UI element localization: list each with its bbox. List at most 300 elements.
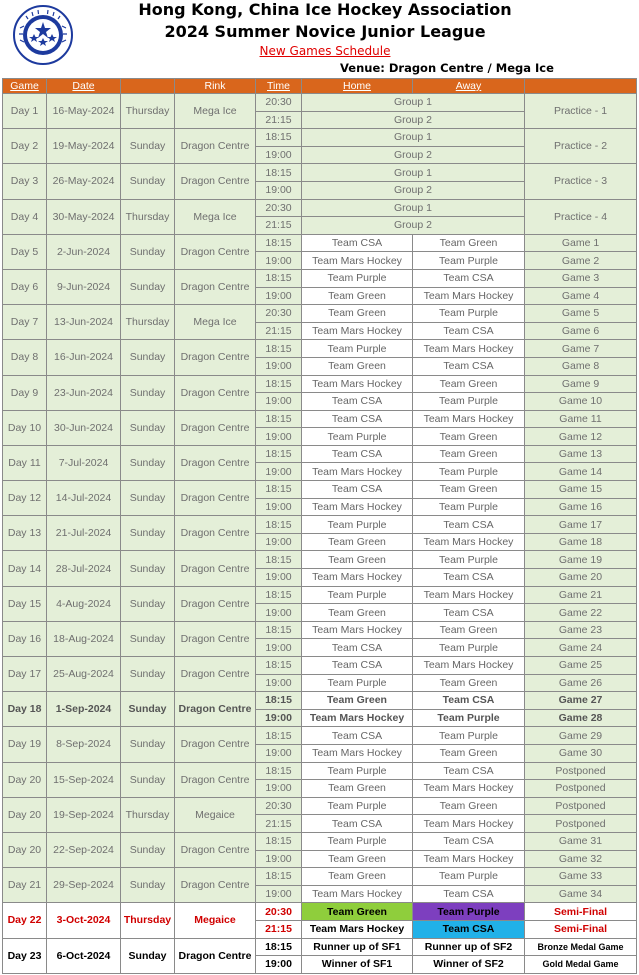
home-team-cell: Team CSA [302,445,413,463]
header-rink: Rink [175,79,256,94]
game-number-cell: Game 26 [525,674,637,692]
away-team-cell: Team Mars Hockey [413,657,525,675]
game-number-cell: Game 12 [525,428,637,446]
table-row [3,481,637,499]
weekday-cell: Thursday [121,305,175,340]
practice-cell: Practice - 4 [525,199,637,234]
time-cell: 21:15 [256,815,302,833]
game-number-cell: Game 11 [525,410,637,428]
away-team-cell: Winner of SF2 [413,956,525,974]
group-cell: Group 1 [302,94,525,112]
game-number-cell: Game 20 [525,569,637,587]
table-row [3,340,637,358]
away-team-cell: Team Green [413,621,525,639]
home-team-cell: Team Mars Hockey [302,375,413,393]
day-label: Day 19 [3,727,47,762]
game-number-cell: Game 30 [525,744,637,762]
game-number-cell: Game 1 [525,234,637,252]
day-label: Day 6 [3,269,47,304]
home-team-cell: Team Mars Hockey [302,252,413,270]
league-title: 2024 Summer Novice Junior League [164,22,486,41]
rink-cell: Dragon Centre [175,657,256,692]
game-number-cell: Game 34 [525,885,637,903]
time-cell: 20:30 [256,797,302,815]
game-number-cell: Game 7 [525,340,637,358]
time-cell: 19:00 [256,498,302,516]
practice-cell: Practice - 3 [525,164,637,199]
table-row [3,164,637,182]
game-number-cell: Game 33 [525,868,637,886]
rink-cell: Dragon Centre [175,868,256,903]
away-team-cell: Team CSA [413,269,525,287]
table-row [3,445,637,463]
away-team-cell: Team Purple [413,393,525,411]
game-number-cell: Game 3 [525,269,637,287]
away-team-cell: Team CSA [413,516,525,534]
rink-cell: Dragon Centre [175,762,256,797]
header-game: Game [3,79,47,94]
weekday-cell: Sunday [121,727,175,762]
game-number-cell: Game 13 [525,445,637,463]
rink-cell: Dragon Centre [175,481,256,516]
game-number-cell: Game 29 [525,727,637,745]
weekday-cell: Sunday [121,832,175,867]
table-row [3,516,637,534]
weekday-cell: Sunday [121,234,175,269]
home-team-cell: Team Purple [302,832,413,850]
home-team-cell: Team Mars Hockey [302,709,413,727]
home-team-cell: Team Mars Hockey [302,744,413,762]
rink-cell: Dragon Centre [175,269,256,304]
time-cell: 19:00 [256,463,302,481]
game-number-cell: Game 27 [525,692,637,710]
away-team-cell: Team Purple [413,305,525,323]
table-row [3,727,637,745]
date-cell: 23-Jun-2024 [47,375,121,410]
time-cell: 19:00 [256,956,302,974]
table-row [3,129,637,147]
weekday-cell: Sunday [121,868,175,903]
time-cell: 18:15 [256,375,302,393]
away-team-cell: Team Purple [413,709,525,727]
rink-cell: Dragon Centre [175,832,256,867]
time-cell: 21:15 [256,920,302,938]
game-number-cell: Game 9 [525,375,637,393]
game-number-cell: Game 32 [525,850,637,868]
time-cell: 19:00 [256,639,302,657]
away-team-cell: Team CSA [413,832,525,850]
day-label: Day 5 [3,234,47,269]
group-cell: Group 1 [302,129,525,147]
day-label: Day 11 [3,445,47,480]
game-number-cell: Game 31 [525,832,637,850]
game-number-cell: Postponed [525,762,637,780]
date-cell: 13-Jun-2024 [47,305,121,340]
rink-cell: Dragon Centre [175,516,256,551]
day-label: Day 15 [3,586,47,621]
home-team-cell: Team CSA [302,727,413,745]
home-team-cell: Team Green [302,692,413,710]
time-cell: 18:15 [256,481,302,499]
time-cell: 18:15 [256,586,302,604]
time-cell: 20:30 [256,199,302,217]
rink-cell: Dragon Centre [175,586,256,621]
day-label: Day 20 [3,797,47,832]
rink-cell: Mega Ice [175,94,256,129]
away-team-cell: Team Mars Hockey [413,586,525,604]
home-team-cell: Team Mars Hockey [302,920,413,938]
time-cell: 19:00 [256,146,302,164]
weekday-cell: Sunday [121,164,175,199]
away-team-cell: Team Green [413,797,525,815]
weekday-cell: Sunday [121,657,175,692]
game-number-cell: Semi-Final [525,903,637,921]
home-team-cell: Team CSA [302,410,413,428]
away-team-cell: Team Purple [413,727,525,745]
game-number-cell: Game 10 [525,393,637,411]
day-label: Day 1 [3,94,47,129]
weekday-cell: Sunday [121,586,175,621]
schedule-subtitle: New Games Schedule [259,44,391,58]
rink-cell: Dragon Centre [175,692,256,727]
header-away: Away [413,79,525,94]
time-cell: 19:00 [256,252,302,270]
game-number-cell: Postponed [525,815,637,833]
home-team-cell: Team CSA [302,657,413,675]
date-cell: 6-Oct-2024 [47,938,121,973]
away-team-cell: Team Purple [413,903,525,921]
time-cell: 18:15 [256,340,302,358]
date-cell: 2-Jun-2024 [47,234,121,269]
day-label: Day 3 [3,164,47,199]
home-team-cell: Team Mars Hockey [302,621,413,639]
rink-cell: Dragon Centre [175,129,256,164]
rink-cell: Dragon Centre [175,340,256,375]
table-row [3,868,637,886]
date-cell: 18-Aug-2024 [47,621,121,656]
day-label: Day 10 [3,410,47,445]
time-cell: 19:00 [256,569,302,587]
time-cell: 21:15 [256,111,302,129]
game-number-cell: Game 21 [525,586,637,604]
home-team-cell: Team CSA [302,393,413,411]
game-number-cell: Game 17 [525,516,637,534]
weekday-cell: Thursday [121,903,175,938]
table-row [3,692,637,710]
venue-label: Venue: Dragon Centre / Mega Ice [340,61,554,75]
away-team-cell: Team Purple [413,868,525,886]
day-label: Day 13 [3,516,47,551]
time-cell: 18:15 [256,410,302,428]
day-label: Day 12 [3,481,47,516]
game-number-cell: Game 19 [525,551,637,569]
away-team-cell: Team CSA [413,357,525,375]
day-label: Day 21 [3,868,47,903]
table-row [3,269,637,287]
table-row [3,586,637,604]
rink-cell: Dragon Centre [175,727,256,762]
time-cell: 20:30 [256,305,302,323]
home-team-cell: Runner up of SF1 [302,938,413,956]
association-logo [12,4,74,66]
date-cell: 16-Jun-2024 [47,340,121,375]
date-cell: 4-Aug-2024 [47,586,121,621]
group-cell: Group 1 [302,164,525,182]
home-team-cell: Team Green [302,604,413,622]
weekday-cell: Sunday [121,269,175,304]
home-team-cell: Team Purple [302,674,413,692]
time-cell: 19:00 [256,780,302,798]
table-row [3,199,637,217]
home-team-cell: Team Purple [302,797,413,815]
table-row [3,305,637,323]
rink-cell: Dragon Centre [175,551,256,586]
time-cell: 19:00 [256,357,302,375]
home-team-cell: Team Mars Hockey [302,498,413,516]
game-number-cell: Game 18 [525,533,637,551]
home-team-cell: Team CSA [302,234,413,252]
away-team-cell: Team Green [413,375,525,393]
day-label: Day 2 [3,129,47,164]
game-number-cell: Game 25 [525,657,637,675]
day-label: Day 4 [3,199,47,234]
away-team-cell: Team Mars Hockey [413,780,525,798]
game-number-cell: Game 8 [525,357,637,375]
time-cell: 20:30 [256,94,302,112]
home-team-cell: Team Purple [302,762,413,780]
weekday-cell: Sunday [121,762,175,797]
away-team-cell: Team Purple [413,551,525,569]
day-label: Day 23 [3,938,47,973]
table-row [3,621,637,639]
table-row [3,551,637,569]
rink-cell: Megaice [175,903,256,938]
table-row [3,657,637,675]
header-time: Time [256,79,302,94]
day-label: Day 20 [3,762,47,797]
home-team-cell: Team Green [302,850,413,868]
day-label: Day 16 [3,621,47,656]
time-cell: 19:00 [256,181,302,199]
away-team-cell: Team Purple [413,463,525,481]
time-cell: 18:15 [256,657,302,675]
group-cell: Group 2 [302,111,525,129]
date-cell: 19-May-2024 [47,129,121,164]
weekday-cell: Thursday [121,199,175,234]
date-cell: 15-Sep-2024 [47,762,121,797]
home-team-cell: Winner of SF1 [302,956,413,974]
home-team-cell: Team CSA [302,815,413,833]
practice-cell: Practice - 1 [525,94,637,129]
day-label: Day 8 [3,340,47,375]
away-team-cell: Team Green [413,674,525,692]
home-team-cell: Team Green [302,780,413,798]
away-team-cell: Team Mars Hockey [413,287,525,305]
date-cell: 16-May-2024 [47,94,121,129]
day-label: Day 20 [3,832,47,867]
rink-cell: Dragon Centre [175,234,256,269]
date-cell: 1-Sep-2024 [47,692,121,727]
home-team-cell: Team Purple [302,586,413,604]
date-cell: 14-Jul-2024 [47,481,121,516]
game-number-cell: Game 5 [525,305,637,323]
group-cell: Group 1 [302,199,525,217]
away-team-cell: Team CSA [413,322,525,340]
time-cell: 19:00 [256,287,302,305]
time-cell: 18:15 [256,832,302,850]
home-team-cell: Team Purple [302,516,413,534]
table-header-row [3,79,637,94]
rink-cell: Dragon Centre [175,445,256,480]
time-cell: 19:00 [256,674,302,692]
home-team-cell: Team Green [302,287,413,305]
date-cell: 28-Jul-2024 [47,551,121,586]
group-cell: Group 2 [302,181,525,199]
weekday-cell: Sunday [121,938,175,973]
weekday-cell: Thursday [121,797,175,832]
header-result [525,79,637,94]
day-label: Day 22 [3,903,47,938]
game-number-cell: Game 16 [525,498,637,516]
time-cell: 18:15 [256,762,302,780]
time-cell: 18:15 [256,129,302,147]
time-cell: 21:15 [256,217,302,235]
game-number-cell: Game 2 [525,252,637,270]
time-cell: 18:15 [256,445,302,463]
away-team-cell: Team Purple [413,252,525,270]
game-number-cell: Game 22 [525,604,637,622]
game-number-cell: Game 24 [525,639,637,657]
weekday-cell: Sunday [121,410,175,445]
game-number-cell: Game 6 [525,322,637,340]
away-team-cell: Team Mars Hockey [413,815,525,833]
away-team-cell: Team Purple [413,498,525,516]
table-row [3,832,637,850]
time-cell: 19:00 [256,393,302,411]
table-row [3,234,637,252]
time-cell: 21:15 [256,322,302,340]
game-number-cell: Semi-Final [525,920,637,938]
header-home: Home [302,79,413,94]
weekday-cell: Sunday [121,481,175,516]
away-team-cell: Team Mars Hockey [413,410,525,428]
date-cell: 9-Jun-2024 [47,269,121,304]
table-row [3,94,637,112]
rink-cell: Dragon Centre [175,621,256,656]
time-cell: 19:00 [256,709,302,727]
date-cell: 22-Sep-2024 [47,832,121,867]
home-team-cell: Team CSA [302,481,413,499]
time-cell: 19:00 [256,604,302,622]
day-label: Day 17 [3,657,47,692]
practice-cell: Practice - 2 [525,129,637,164]
games-schedule-table [2,78,637,974]
header-date: Date [47,79,121,94]
rink-cell: Mega Ice [175,305,256,340]
away-team-cell: Team Green [413,481,525,499]
game-number-cell: Game 14 [525,463,637,481]
table-row [3,797,637,815]
table-row [3,762,637,780]
day-label: Day 7 [3,305,47,340]
date-cell: 19-Sep-2024 [47,797,121,832]
game-number-cell: Game 28 [525,709,637,727]
weekday-cell: Sunday [121,621,175,656]
home-team-cell: Team Green [302,868,413,886]
home-team-cell: Team Purple [302,428,413,446]
weekday-cell: Thursday [121,94,175,129]
home-team-cell: Team Green [302,357,413,375]
time-cell: 19:00 [256,850,302,868]
time-cell: 19:00 [256,744,302,762]
game-number-cell: Postponed [525,780,637,798]
away-team-cell: Runner up of SF2 [413,938,525,956]
game-number-cell: Postponed [525,797,637,815]
home-team-cell: Team Mars Hockey [302,322,413,340]
rink-cell: Mega Ice [175,199,256,234]
home-team-cell: Team Green [302,551,413,569]
rink-cell: Dragon Centre [175,375,256,410]
home-team-cell: Team Green [302,533,413,551]
time-cell: 19:00 [256,533,302,551]
group-cell: Group 2 [302,146,525,164]
away-team-cell: Team Green [413,428,525,446]
home-team-cell: Team Mars Hockey [302,885,413,903]
game-number-cell: Game 23 [525,621,637,639]
rink-cell: Dragon Centre [175,938,256,973]
time-cell: 19:00 [256,885,302,903]
time-cell: 18:15 [256,269,302,287]
away-team-cell: Team Green [413,445,525,463]
time-cell: 20:30 [256,903,302,921]
table-row [3,903,637,921]
game-number-cell: Game 4 [525,287,637,305]
day-label: Day 14 [3,551,47,586]
time-cell: 18:15 [256,621,302,639]
away-team-cell: Team Green [413,234,525,252]
time-cell: 18:15 [256,692,302,710]
away-team-cell: Team CSA [413,885,525,903]
home-team-cell: Team Purple [302,269,413,287]
time-cell: 19:00 [256,428,302,446]
home-team-cell: Team Mars Hockey [302,463,413,481]
away-team-cell: Team CSA [413,762,525,780]
away-team-cell: Team Purple [413,639,525,657]
weekday-cell: Sunday [121,692,175,727]
game-number-cell: Gold Medal Game [525,956,637,974]
home-team-cell: Team CSA [302,639,413,657]
time-cell: 18:15 [256,516,302,534]
date-cell: 26-May-2024 [47,164,121,199]
home-team-cell: Team Green [302,305,413,323]
home-team-cell: Team Mars Hockey [302,569,413,587]
weekday-cell: Sunday [121,551,175,586]
away-team-cell: Team CSA [413,920,525,938]
table-row [3,938,637,956]
weekday-cell: Sunday [121,129,175,164]
date-cell: 30-May-2024 [47,199,121,234]
date-cell: 30-Jun-2024 [47,410,121,445]
time-cell: 18:15 [256,551,302,569]
time-cell: 18:15 [256,234,302,252]
table-row [3,410,637,428]
date-cell: 3-Oct-2024 [47,903,121,938]
weekday-cell: Sunday [121,445,175,480]
rink-cell: Dragon Centre [175,410,256,445]
time-cell: 18:15 [256,938,302,956]
game-number-cell: Bronze Medal Game [525,938,637,956]
weekday-cell: Sunday [121,375,175,410]
